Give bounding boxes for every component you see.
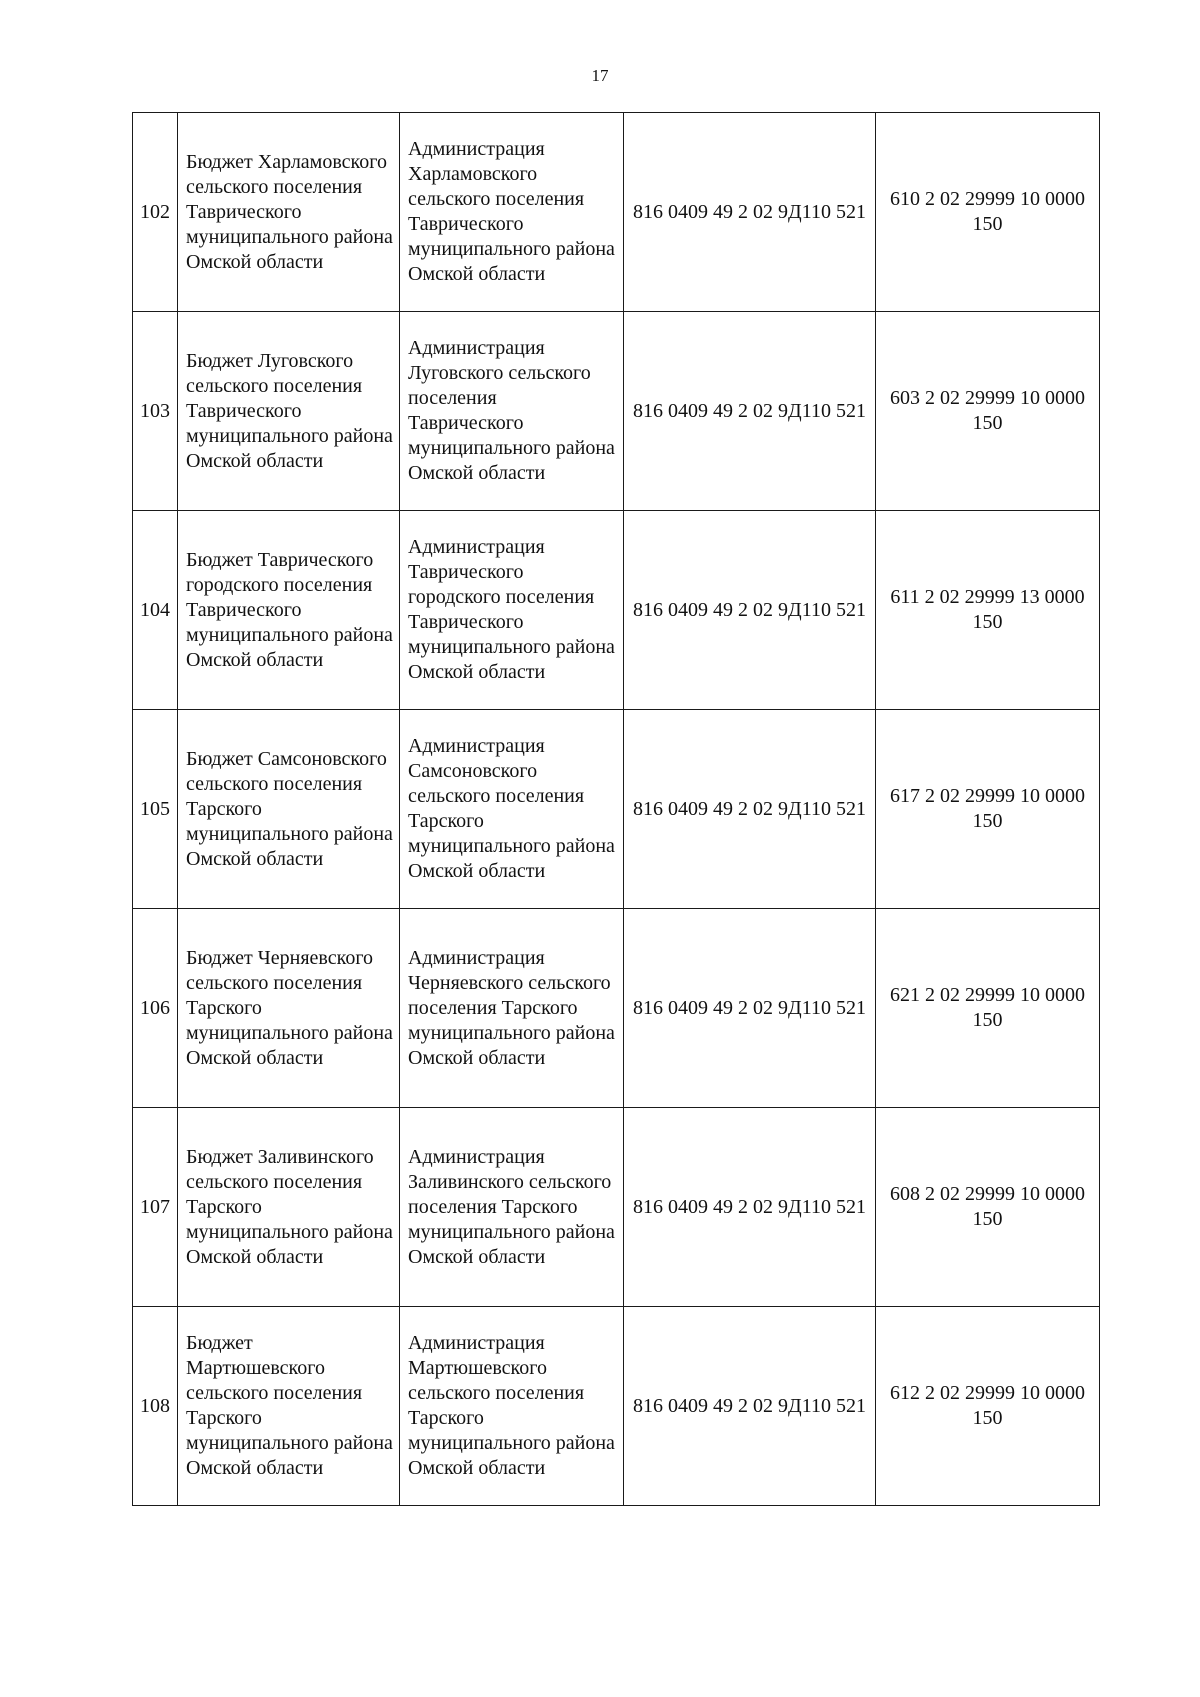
administrator-cell: Администрация Луговского сельского поселения Таврического муниципального района Омской области xyxy=(400,312,624,511)
revenue-code-cell: 612 2 02 29999 10 0000 150 xyxy=(876,1307,1100,1506)
budget-name-cell: Бюджет Мартюшевского сельского поселения Тарского муниципального района Омской области xyxy=(178,1307,400,1506)
row-number-cell: 104 xyxy=(133,511,178,710)
row-number-cell: 107 xyxy=(133,1108,178,1307)
revenue-code-cell: 611 2 02 29999 13 0000 150 xyxy=(876,511,1100,710)
row-number-cell: 108 xyxy=(133,1307,178,1506)
table-row xyxy=(133,710,1100,909)
expense-code-cell: 816 0409 49 2 02 9Д110 521 xyxy=(624,909,876,1108)
row-number-cell: 103 xyxy=(133,312,178,511)
page-number: 17 xyxy=(591,66,609,85)
administrator-cell: Администрация Мартюшевского сельского поселения Тарского муниципального района Омской области xyxy=(400,1307,624,1506)
budget-name-cell: Бюджет Харламовского сельского поселения Таврического муниципального района Омской области xyxy=(178,113,400,312)
expense-code-cell: 816 0409 49 2 02 9Д110 521 xyxy=(624,1108,876,1307)
budget-name-cell: Бюджет Черняевского сельского поселения Тарского муниципального района Омской области xyxy=(178,909,400,1108)
row-number-cell: 105 xyxy=(133,710,178,909)
budget-allocation-table xyxy=(132,112,1100,1506)
revenue-code-cell: 621 2 02 29999 10 0000 150 xyxy=(876,909,1100,1108)
revenue-code-cell: 610 2 02 29999 10 0000 150 xyxy=(876,113,1100,312)
table-row xyxy=(133,1307,1100,1506)
budget-name-cell: Бюджет Самсоновского сельского поселения Тарского муниципального района Омской области xyxy=(178,710,400,909)
budget-name-cell: Бюджет Заливинского сельского поселения Тарского муниципального района Омской области xyxy=(178,1108,400,1307)
table-row xyxy=(133,312,1100,511)
table-row xyxy=(133,113,1100,312)
budget-name-cell: Бюджет Луговского сельского поселения Таврического муниципального района Омской области xyxy=(178,312,400,511)
expense-code-cell: 816 0409 49 2 02 9Д110 521 xyxy=(624,113,876,312)
administrator-cell: Администрация Черняевского сельского поселения Тарского муниципального района Омской области xyxy=(400,909,624,1108)
expense-code-cell: 816 0409 49 2 02 9Д110 521 xyxy=(624,1307,876,1506)
revenue-code-cell: 603 2 02 29999 10 0000 150 xyxy=(876,312,1100,511)
expense-code-cell: 816 0409 49 2 02 9Д110 521 xyxy=(624,312,876,511)
budget-name-cell: Бюджет Таврического городского поселения Таврического муниципального района Омской области xyxy=(178,511,400,710)
row-number-cell: 106 xyxy=(133,909,178,1108)
row-number-cell: 102 xyxy=(133,113,178,312)
table-row xyxy=(133,511,1100,710)
table-row xyxy=(133,909,1100,1108)
administrator-cell: Администрация Заливинского сельского поселения Тарского муниципального района Омской области xyxy=(400,1108,624,1307)
administrator-cell: Администрация Таврического городского поселения Таврического муниципального района Омской области xyxy=(400,511,624,710)
expense-code-cell: 816 0409 49 2 02 9Д110 521 xyxy=(624,710,876,909)
administrator-cell: Администрация Самсоновского сельского поселения Тарского муниципального района Омской области xyxy=(400,710,624,909)
revenue-code-cell: 608 2 02 29999 10 0000 150 xyxy=(876,1108,1100,1307)
table-row xyxy=(133,1108,1100,1307)
revenue-code-cell: 617 2 02 29999 10 0000 150 xyxy=(876,710,1100,909)
expense-code-cell: 816 0409 49 2 02 9Д110 521 xyxy=(624,511,876,710)
administrator-cell: Администрация Харламовского сельского поселения Таврического муниципального района Омской области xyxy=(400,113,624,312)
